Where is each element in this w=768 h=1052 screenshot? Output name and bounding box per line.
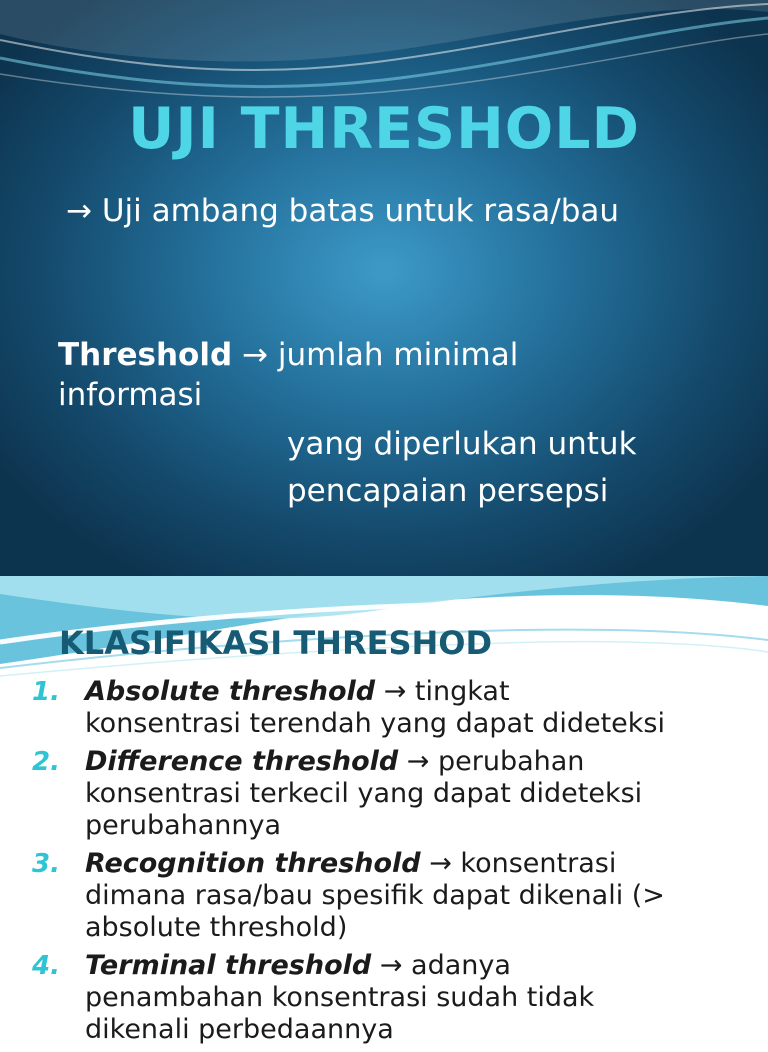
list-item (0, 848, 768, 944)
list-number: 2. (32, 747, 60, 777)
decorative-waves (0, 0, 768, 110)
item-text: → perubahan (398, 746, 585, 777)
list-number: 3. (32, 849, 60, 879)
item-line: dimana rasa/bau spesifik dapat dikenali (> (85, 880, 665, 911)
definition-arrow: → (232, 337, 278, 373)
threshold-list (0, 676, 768, 1052)
item-line: absolute threshold) (85, 912, 348, 943)
item-text: → tingkat (375, 676, 510, 707)
item-line: dikenali perbedaannya (85, 1014, 394, 1045)
item-line (85, 676, 768, 708)
definition-line (58, 334, 518, 376)
item-line: perubahannya (85, 810, 282, 841)
definition-term: Threshold (58, 337, 233, 373)
item-term: Difference threshold (85, 746, 399, 777)
definition-line: informasi (58, 377, 203, 413)
list-number: 4. (32, 951, 60, 981)
item-line (85, 848, 768, 880)
list-item (0, 676, 768, 740)
item-line: konsentrasi terendah yang dapat dideteksi (85, 708, 665, 739)
slide-subtitle: → Uji ambang batas untuk rasa/bau (66, 193, 620, 229)
list-item (0, 746, 768, 842)
item-text: → adanya (371, 950, 511, 981)
definition-line: pencapaian persepsi (287, 473, 609, 509)
item-line: penambahan konsentrasi sudah tidak (85, 982, 595, 1013)
list-item (0, 950, 768, 1046)
classification-heading: KLASIFIKASI THRESHOD (59, 624, 493, 662)
list-number: 1. (32, 677, 60, 707)
item-term: Terminal threshold (85, 950, 372, 981)
item-term: Absolute threshold (85, 676, 376, 707)
item-term: Recognition threshold (85, 848, 421, 879)
definition-line: yang diperlukan untuk (287, 426, 637, 462)
item-line (85, 746, 768, 778)
item-line: konsentrasi terkecil yang dapat dideteksi (85, 778, 643, 809)
definition-text: jumlah minimal (277, 337, 519, 373)
item-text: → konsentrasi (420, 848, 617, 879)
slide-title-heading: UJI THRESHOLD (128, 96, 640, 162)
item-line (85, 950, 768, 982)
